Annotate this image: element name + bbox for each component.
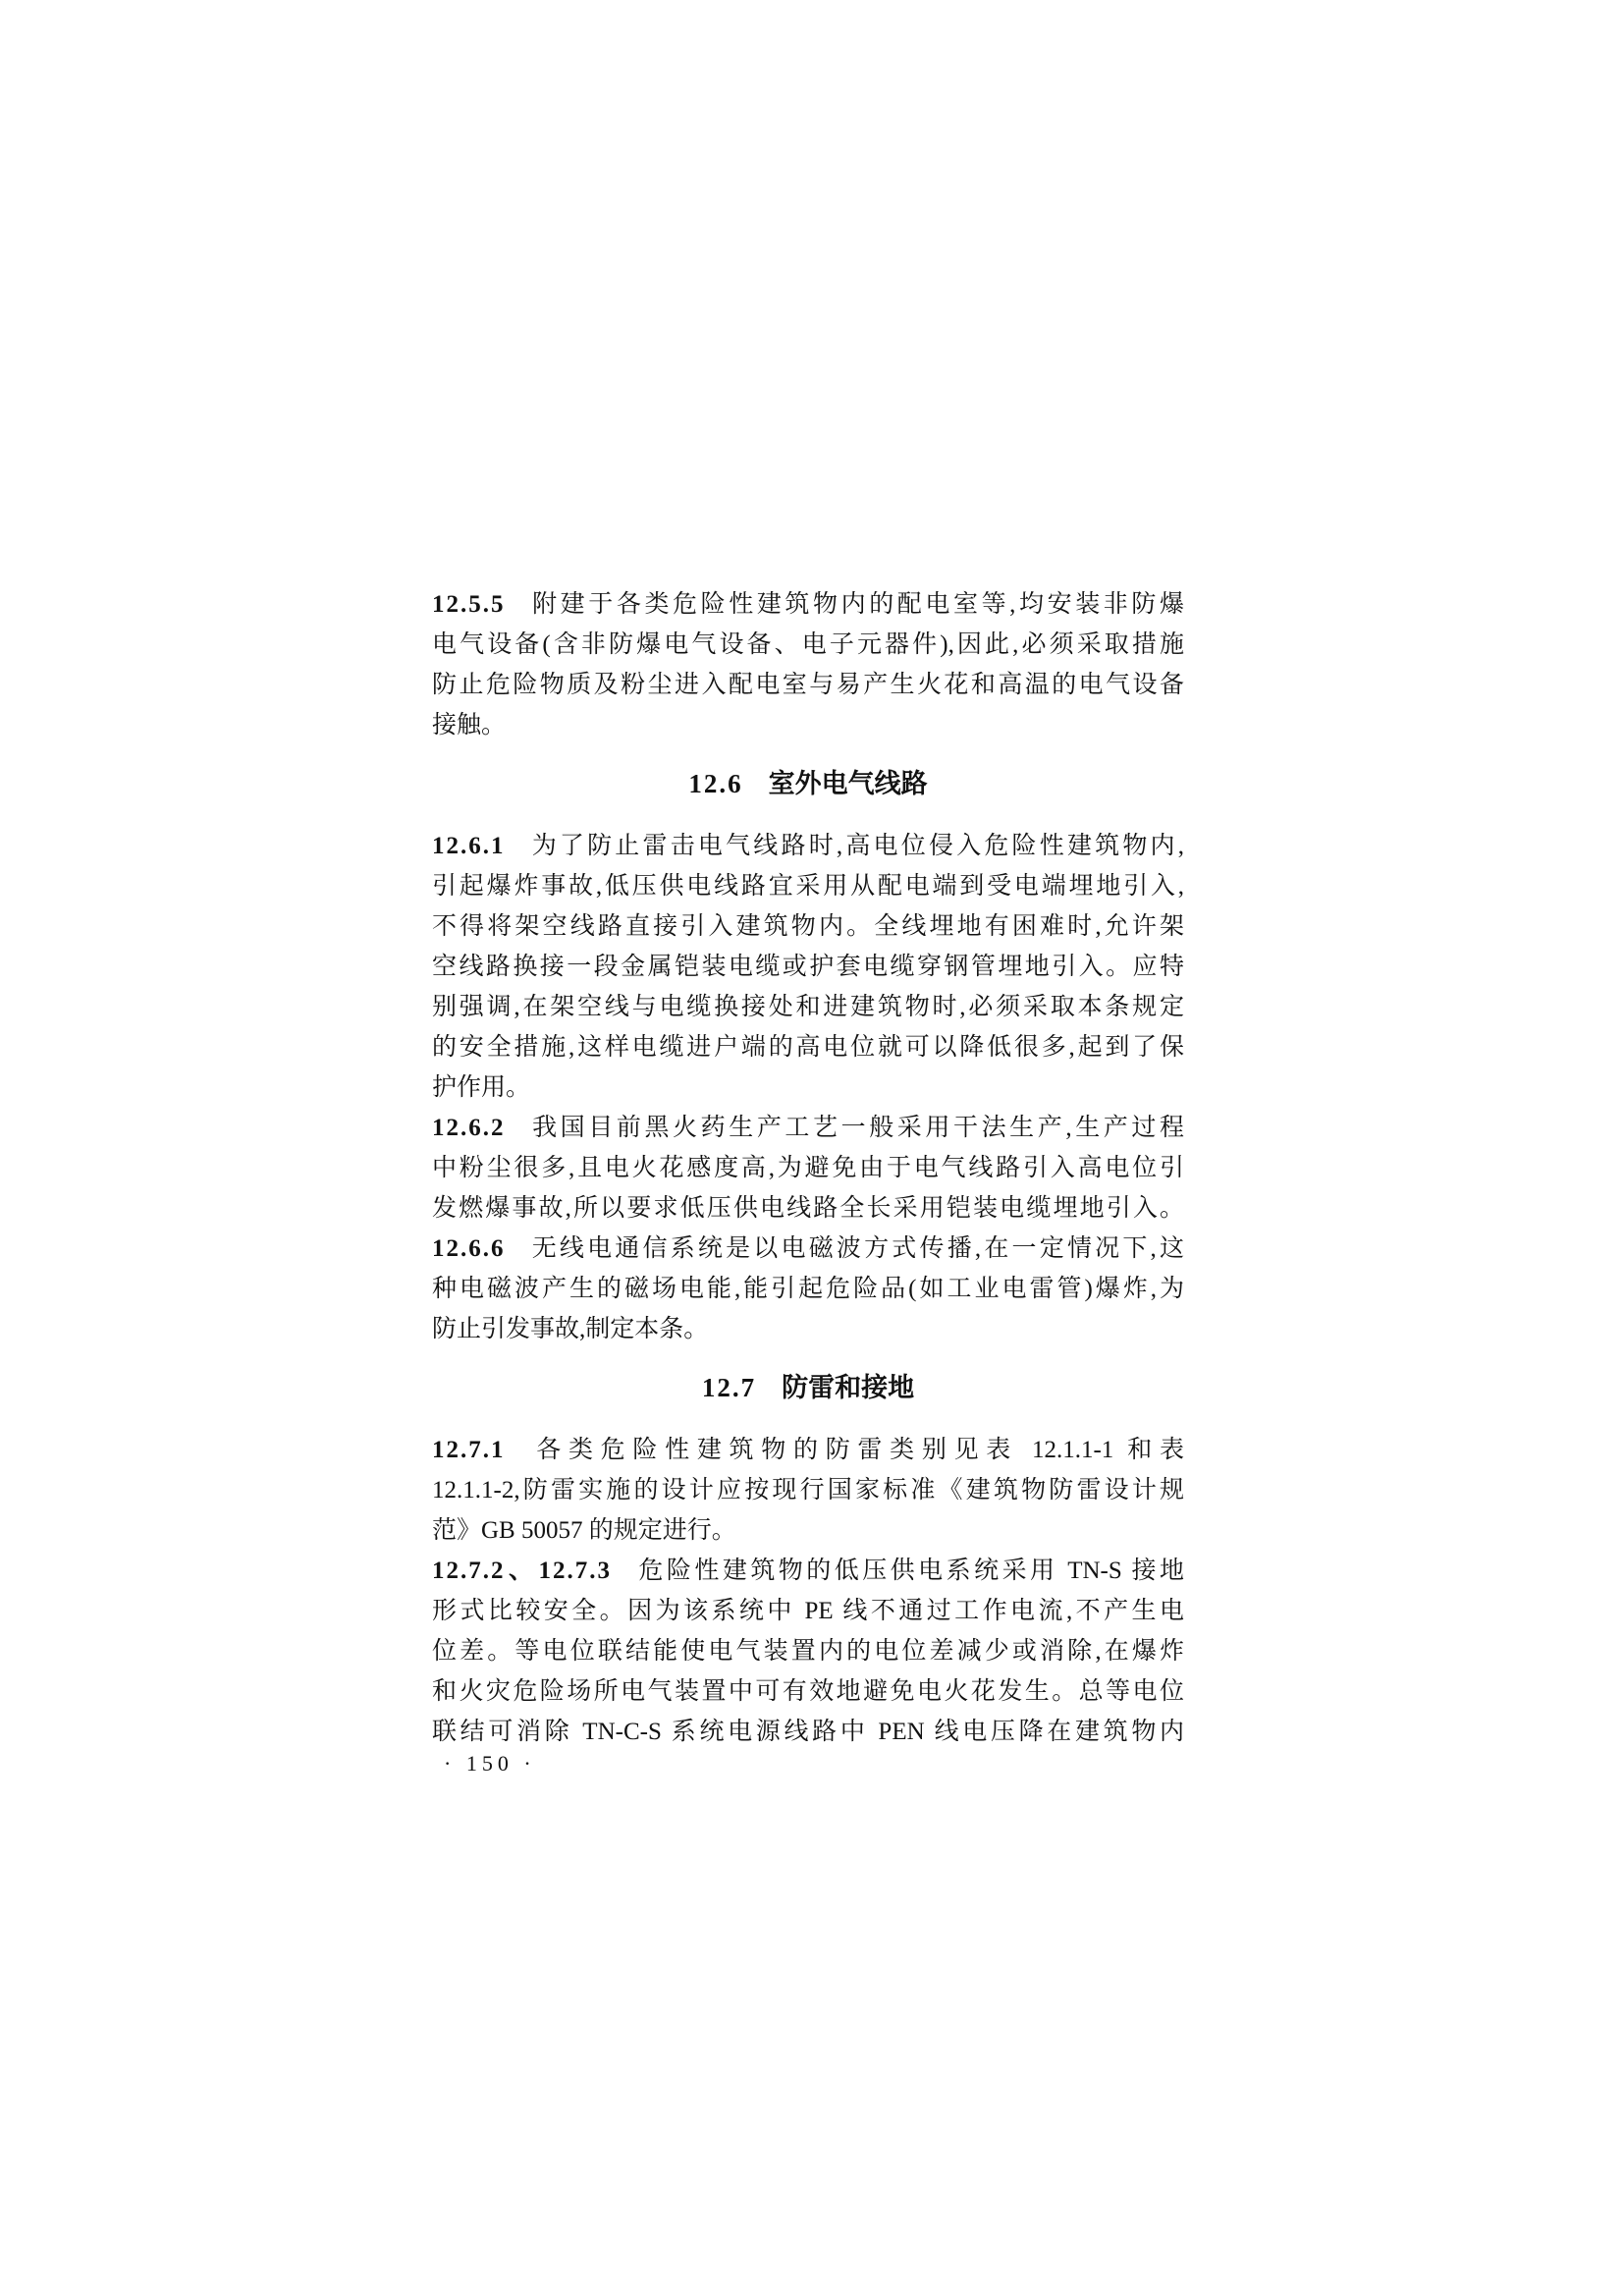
- line-text: 无线电通信系统是以电磁波方式传播,在一定情况下,这: [528, 1235, 1184, 1262]
- text-line: 范》GB 50057 的规定进行。: [432, 1517, 736, 1544]
- text-line: 接触。: [432, 712, 507, 738]
- document-body: [432, 584, 1184, 1752]
- line-text: 各类危险性建筑物的防雷类别见表 12.1.1-1 和表: [528, 1437, 1184, 1463]
- text-line: 和火灾危险场所电气装置中可有效地避免电火花发生。总等电位: [432, 1678, 1184, 1705]
- text-line: [432, 826, 1184, 866]
- text-line: 种电磁波产生的磁场电能,能引起危险品(如工业电雷管)爆炸,为: [432, 1276, 1184, 1302]
- text-line: [432, 1430, 1184, 1470]
- text-line: [432, 1551, 1184, 1591]
- text-line: 护作用。: [432, 1074, 531, 1101]
- text-line: 形式比较安全。因为该系统中 PE 线不通过工作电流,不产生电: [432, 1598, 1184, 1624]
- text-line: 电气设备(含非防爆电气设备、电子元器件),因此,必须采取措施: [432, 631, 1184, 658]
- line-text: 为了防止雷击电气线路时,高电位侵入危险性建筑物内,: [528, 833, 1184, 859]
- line-text: 附建于各类危险性建筑物内的配电室等,均安装非防爆: [528, 591, 1184, 618]
- text-line: 12.1.1-2,防雷实施的设计应按现行国家标准《建筑物防雷设计规: [432, 1477, 1184, 1503]
- text-line: 别强调,在架空线与电缆换接处和进建筑物时,必须采取本条规定: [432, 994, 1184, 1020]
- section-title: 防雷和接地: [782, 1373, 915, 1402]
- text-line: [432, 1108, 1184, 1148]
- section-number: 12.7: [701, 1373, 757, 1402]
- text-line: 发燃爆事故,所以要求低压供电线路全长采用铠装电缆埋地引入。: [432, 1195, 1184, 1222]
- text-line: 中粉尘很多,且电火花感度高,为避免由于电气线路引入高电位引: [432, 1155, 1184, 1181]
- text-line: 空线路换接一段金属铠装电缆或护套电缆穿钢管埋地引入。应特: [432, 954, 1184, 980]
- paragraph-number: 12.7.2、12.7.3: [432, 1558, 612, 1584]
- text-line: [432, 1229, 1184, 1269]
- text-line: [432, 584, 1184, 625]
- text-line: 不得将架空线路直接引入建筑物内。全线埋地有困难时,允许架: [432, 913, 1184, 940]
- line-text: 危险性建筑物的低压供电系统采用 TN-S 接地: [634, 1558, 1184, 1584]
- page-number: · 150 ·: [444, 1751, 536, 1776]
- section-heading: [432, 764, 1184, 804]
- text-line: 的安全措施,这样电缆进户端的高电位就可以降低很多,起到了保: [432, 1034, 1184, 1061]
- text-line: 防止危险物质及粉尘进入配电室与易产生火花和高温的电气设备: [432, 672, 1184, 698]
- paragraph-number: 12.6.2: [432, 1115, 506, 1141]
- text-line: 引起爆炸事故,低压供电线路宜采用从配电端到受电端埋地引入,: [432, 873, 1184, 900]
- paragraph-number: 12.6.1: [432, 833, 506, 859]
- section-heading: [432, 1368, 1184, 1408]
- section-number: 12.6: [688, 769, 743, 798]
- paragraph-number: 12.5.5: [432, 591, 506, 618]
- line-text: 我国目前黑火药生产工艺一般采用干法生产,生产过程: [528, 1115, 1184, 1141]
- paragraph-number: 12.7.1: [432, 1437, 506, 1463]
- text-line: 防止引发事故,制定本条。: [432, 1316, 709, 1342]
- paragraph-number: 12.6.6: [432, 1235, 506, 1262]
- text-line: 联结可消除 TN-C-S 系统电源线路中 PEN 线电压降在建筑物内: [432, 1719, 1184, 1745]
- text-line: 位差。等电位联结能使电气装置内的电位差减少或消除,在爆炸: [432, 1638, 1184, 1665]
- section-title: 室外电气线路: [768, 769, 928, 798]
